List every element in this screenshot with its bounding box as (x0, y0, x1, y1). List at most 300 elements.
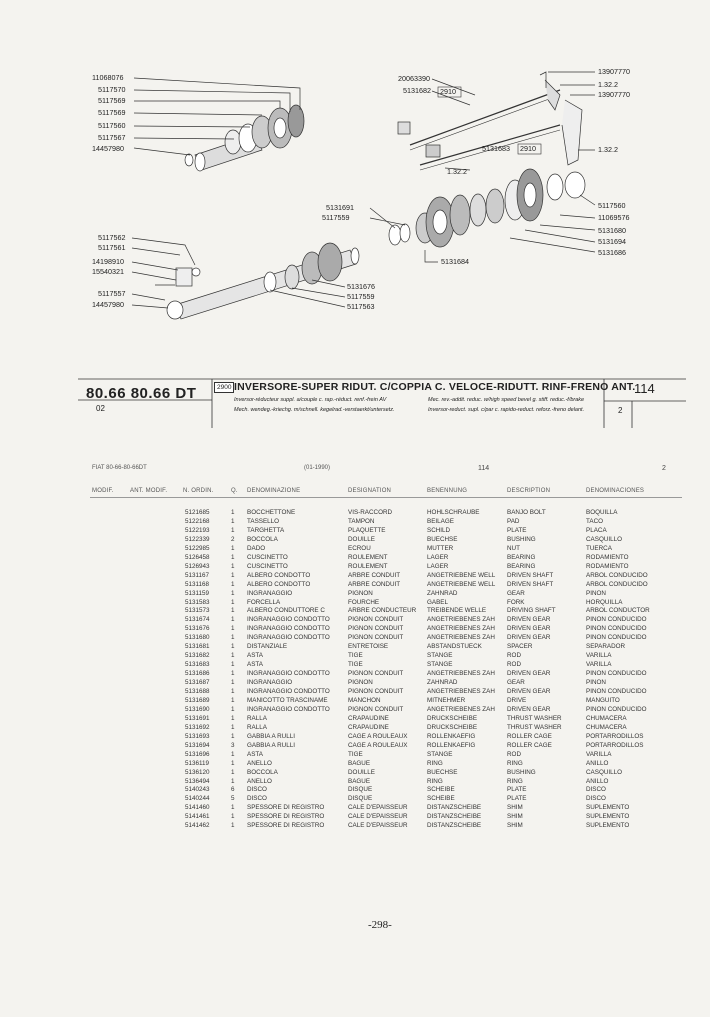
desc-english: SHIM (507, 822, 523, 830)
table-row (0, 634, 710, 643)
quantity: 1 (231, 616, 235, 624)
svg-text:1.32.2: 1.32.2 (598, 145, 618, 154)
table-row (0, 572, 710, 581)
quantity: 5 (231, 795, 235, 803)
svg-text:11069576: 11069576 (598, 213, 630, 222)
desc-german: ANGETRIEBENE WELL (427, 580, 496, 588)
table-row (0, 616, 710, 625)
svg-text:5117557: 5117557 (98, 289, 126, 298)
quantity: 1 (231, 517, 235, 525)
desc-spanish: SEPARADOR (586, 643, 626, 651)
desc-english: FORK (507, 598, 525, 606)
svg-text:5117560: 5117560 (98, 121, 126, 130)
quantity: 1 (231, 777, 235, 785)
desc-french: CRAPAUDINE (348, 714, 389, 722)
model-subtitle: 02 (96, 404, 105, 413)
part-number: 5131696 (185, 750, 210, 758)
desc-spanish: PINON CONDUCIDO (586, 634, 647, 642)
svg-text:5131683: 5131683 (482, 144, 510, 153)
desc-spanish: PINON CONDUCIDO (586, 670, 647, 678)
desc-french: ARBRE CONDUCTEUR (348, 607, 417, 615)
table-row (0, 751, 710, 760)
part-number: 5131686 (185, 670, 210, 678)
part-number: 5131168 (185, 580, 210, 588)
quantity: 2 (231, 535, 235, 543)
desc-german: ZAHNRAD (427, 589, 458, 597)
desc-french: PIGNON (348, 679, 373, 687)
desc-spanish: ANILLO (586, 759, 609, 767)
table-row (0, 590, 710, 599)
desc-italian: BOCCOLA (247, 768, 278, 776)
desc-italian: INGRANAGGIO CONDOTTO (247, 634, 330, 642)
svg-text:5117570: 5117570 (98, 85, 126, 94)
svg-text:5131676: 5131676 (347, 282, 375, 291)
desc-german: SCHEIBE (427, 786, 455, 794)
desc-french: ECROU (348, 544, 371, 552)
desc-german: ABSTANDSTUECK (427, 643, 482, 651)
table-page-sub: 2 (618, 406, 623, 415)
desc-italian: ASTA (247, 661, 263, 669)
quantity: 1 (231, 580, 235, 588)
desc-italian: ASTA (247, 652, 263, 660)
table-row (0, 769, 710, 778)
svg-text:13907770: 13907770 (598, 90, 630, 99)
desc-english: RING (507, 777, 523, 785)
desc-english: GEAR (507, 679, 525, 687)
svg-text:20063390: 20063390 (398, 74, 430, 83)
desc-italian: ANELLO (247, 759, 272, 767)
desc-french: BAGUE (348, 759, 371, 767)
col-es: DENOMINACIONES (586, 488, 645, 494)
quantity: 1 (231, 714, 235, 722)
col-qty: Q. (231, 488, 238, 494)
quantity: 1 (231, 822, 235, 830)
table-row (0, 697, 710, 706)
part-number: 5131690 (185, 705, 210, 713)
desc-german: RING (427, 759, 443, 767)
desc-english: ROD (507, 750, 521, 758)
desc-english: SHIM (507, 813, 523, 821)
desc-english: BUSHING (507, 535, 536, 543)
desc-german: ANGETRIEBENES ZAH (427, 625, 495, 633)
desc-german: LAGER (427, 562, 449, 570)
desc-italian: DISTANZIALE (247, 643, 288, 651)
quantity: 1 (231, 688, 235, 695)
group-title: INVERSORE-SUPER RIDUT. C/COPPIA C. VELOCE-RIDUTT. RINF-FRENO ANT. (234, 381, 636, 393)
desc-english: SPACER (507, 643, 533, 651)
col-en: DESCRIPTION (507, 488, 551, 494)
table-row (0, 536, 710, 545)
svg-text:5117559: 5117559 (347, 292, 375, 301)
quantity: 1 (231, 696, 235, 704)
table-row (0, 599, 710, 608)
desc-italian: TASSELLO (247, 517, 280, 525)
svg-text:5117569: 5117569 (98, 108, 126, 117)
desc-french: CALE D'EPAISSEUR (348, 804, 408, 812)
desc-english: DRIVEN SHAFT (507, 580, 554, 588)
part-number: 5131682 (185, 652, 210, 660)
desc-english: BEARING (507, 562, 536, 570)
desc-german: ROLLENKAEFIG (427, 741, 476, 749)
desc-spanish: VARILLA (586, 750, 612, 758)
desc-english: RING (507, 759, 523, 767)
desc-italian: INGRANAGGIO (247, 589, 293, 597)
quantity: 1 (231, 643, 235, 651)
desc-french: DOUILLE (348, 535, 375, 543)
desc-german: ANGETRIEBENES ZAH (427, 705, 495, 713)
table-row (0, 563, 710, 572)
desc-spanish: SUPLEMENTO (586, 822, 630, 830)
desc-german: ANGETRIEBENES ZAH (427, 688, 495, 695)
quantity: 1 (231, 598, 235, 606)
desc-spanish: CASQUILLO (586, 535, 623, 543)
desc-english: BANJO BOLT (507, 509, 546, 516)
part-number: 5122339 (185, 535, 210, 543)
svg-text:5117561: 5117561 (98, 243, 126, 252)
col-ant-modif: ANT. MODIF. (130, 488, 168, 494)
quantity: 1 (231, 705, 235, 713)
part-number: 5140243 (185, 786, 210, 794)
desc-french: ARBRE CONDUIT (348, 571, 401, 579)
desc-spanish: TUERCA (586, 544, 612, 552)
desc-english: PLATE (507, 526, 527, 534)
svg-text:13907770: 13907770 (598, 67, 630, 76)
part-number: 5131689 (185, 696, 210, 704)
part-number: 5131687 (185, 679, 210, 687)
list-sheet-number: 2 (662, 465, 666, 472)
desc-english: DRIVING SHAFT (507, 607, 556, 615)
part-number: 5131167 (185, 571, 210, 579)
desc-english: DRIVEN GEAR (507, 616, 551, 624)
part-number: 5141460 (185, 804, 210, 812)
part-number: 5122193 (185, 526, 210, 534)
desc-italian: DISCO (247, 786, 267, 794)
desc-german: SCHEIBE (427, 795, 455, 803)
table-row (0, 822, 710, 831)
table-row (0, 652, 710, 661)
desc-german: ANGETRIEBENES ZAH (427, 616, 495, 624)
desc-italian: DISCO (247, 795, 267, 803)
desc-french: PLAQUETTE (348, 526, 386, 534)
desc-italian: SPESSORE DI REGISTRO (247, 813, 325, 821)
title-german: Mech. wendeg.-kriechg. m/schnell. kegelrad.-verstaerkt/untersetz. (234, 407, 395, 413)
desc-italian: BOCCHETTONE (247, 509, 296, 516)
part-number: 5122168 (185, 517, 210, 525)
desc-spanish: HORQUILLA (586, 598, 623, 606)
svg-text:11068076: 11068076 (92, 73, 124, 82)
desc-german: DRUCKSCHEIBE (427, 714, 478, 722)
part-number: 5131674 (185, 616, 210, 624)
svg-text:5117569: 5117569 (98, 96, 126, 105)
desc-spanish: BOQUILLA (586, 509, 618, 516)
desc-italian: ALBERO CONDOTTO (247, 571, 311, 579)
table-row (0, 778, 710, 787)
part-number: 5131692 (185, 723, 210, 731)
col-fr: DESIGNATION (348, 488, 392, 494)
svg-text:1.32.2: 1.32.2 (598, 80, 618, 89)
desc-english: DRIVEN GEAR (507, 634, 551, 642)
desc-spanish: CHUMACERA (586, 714, 627, 722)
svg-text:2910: 2910 (440, 87, 456, 96)
svg-text:15540321: 15540321 (92, 267, 124, 276)
desc-italian: INGRANAGGIO CONDOTTO (247, 670, 330, 678)
desc-german: HOHLSCHRAUBE (427, 509, 480, 516)
model-title: 80.66 80.66 DT (86, 385, 197, 402)
table-row (0, 625, 710, 634)
header-divider (90, 497, 682, 498)
part-number: 5141461 (185, 813, 210, 821)
desc-german: MITNEHMER (427, 696, 466, 704)
desc-french: TIGE (348, 661, 363, 669)
desc-italian: ASTA (247, 750, 263, 758)
desc-french: CRAPAUDINE (348, 723, 389, 731)
part-number: 5136120 (185, 768, 210, 776)
desc-spanish: PINON (586, 589, 606, 597)
desc-french: PIGNON CONDUIT (348, 616, 404, 624)
desc-french: ROULEMENT (348, 553, 388, 561)
desc-english: DRIVEN GEAR (507, 670, 551, 678)
desc-italian: MANICOTTO TRASCINAME (247, 696, 328, 704)
list-date: (01-1990) (304, 465, 331, 471)
desc-french: TIGE (348, 652, 363, 660)
quantity: 1 (231, 562, 235, 570)
quantity: 1 (231, 571, 235, 579)
quantity: 1 (231, 759, 235, 767)
desc-spanish: PORTARRODILLOS (586, 741, 644, 749)
quantity: 1 (231, 768, 235, 776)
desc-french: CALE D'EPAISSEUR (348, 822, 408, 830)
svg-text:5131680: 5131680 (598, 226, 626, 235)
col-de: BENENNUNG (427, 488, 468, 494)
desc-french: PIGNON CONDUIT (348, 705, 404, 713)
desc-italian: ALBERO CONDUTTORE C (247, 607, 325, 615)
desc-german: DISTANZSCHEIBE (427, 822, 482, 830)
desc-english: PLATE (507, 795, 527, 803)
desc-german: ANGETRIEBENES ZAH (427, 634, 495, 642)
part-number: 5131691 (185, 714, 210, 722)
desc-spanish: DISCO (586, 795, 606, 803)
desc-french: DISQUE (348, 795, 373, 803)
svg-text:5117567: 5117567 (98, 133, 126, 142)
table-row (0, 804, 710, 813)
desc-italian: DADO (247, 544, 266, 552)
desc-english: PAD (507, 517, 520, 525)
table-row (0, 607, 710, 616)
desc-spanish: CHUMACERA (586, 723, 627, 731)
desc-italian: GABBIA A RULLI (247, 732, 295, 740)
svg-text:2910: 2910 (520, 144, 536, 153)
page-number: -298- (368, 919, 392, 931)
desc-german: ZAHNRAD (427, 679, 458, 687)
desc-spanish: TACO (586, 517, 604, 525)
desc-french: FOURCHE (348, 598, 380, 606)
quantity: 3 (231, 741, 235, 749)
exploded-parts-diagram (0, 0, 710, 370)
desc-italian: RALLA (247, 723, 267, 731)
desc-german: LAGER (427, 553, 449, 561)
desc-french: TAMPON (348, 517, 375, 525)
svg-text:14198910: 14198910 (92, 257, 124, 266)
list-table-number: 114 (478, 465, 490, 472)
desc-spanish: PINON (586, 679, 606, 687)
desc-italian: TARGHETTA (247, 526, 285, 534)
desc-english: DRIVEN GEAR (507, 688, 551, 695)
desc-german: TREIBENDE WELLE (427, 607, 487, 615)
desc-german: ROLLENKAEFIG (427, 732, 476, 740)
quantity: 1 (231, 750, 235, 758)
quantity: 1 (231, 526, 235, 534)
svg-text:5131686: 5131686 (598, 248, 626, 257)
desc-italian: SPESSORE DI REGISTRO (247, 804, 325, 812)
title-spanish: Inversor-reduct. supl. c/par c. rapido-reduct. reforz.-freno delant. (428, 407, 585, 413)
quantity: 1 (231, 732, 235, 740)
table-row (0, 688, 710, 697)
col-ordin: N. ORDIN. (183, 488, 214, 494)
quantity: 1 (231, 679, 235, 687)
desc-german: GABEL (427, 598, 448, 606)
part-number: 5131688 (185, 688, 210, 695)
part-number: 5131681 (185, 643, 210, 651)
table-row (0, 813, 710, 822)
desc-english: DRIVE (507, 696, 527, 704)
svg-text:14457980: 14457980 (92, 144, 124, 153)
col-it: DENOMINAZIONE (247, 488, 301, 494)
desc-german: STANGE (427, 661, 453, 669)
desc-spanish: ANILLO (586, 777, 609, 785)
quantity: 1 (231, 661, 235, 669)
desc-spanish: PLACA (586, 526, 607, 534)
desc-spanish: MANGUITO (586, 696, 620, 704)
quantity: 6 (231, 786, 235, 794)
desc-spanish: ARBOL CONDUCIDO (586, 580, 648, 588)
table-row (0, 706, 710, 715)
desc-italian: BOCCOLA (247, 535, 278, 543)
part-number: 5131680 (185, 634, 210, 642)
part-number: 5140244 (185, 795, 210, 803)
desc-german: DISTANZSCHEIBE (427, 804, 482, 812)
svg-text:5131684: 5131684 (441, 257, 469, 266)
desc-german: STANGE (427, 750, 453, 758)
desc-english: BEARING (507, 553, 536, 561)
table-row (0, 518, 710, 527)
svg-text:5117562: 5117562 (98, 233, 126, 242)
desc-french: TIGE (348, 750, 363, 758)
desc-german: DRUCKSCHEIBE (427, 723, 478, 731)
svg-text:5117563: 5117563 (347, 302, 375, 311)
desc-italian: ANELLO (247, 777, 272, 785)
desc-english: DRIVEN SHAFT (507, 571, 554, 579)
table-row (0, 724, 710, 733)
part-number: 5131159 (185, 589, 210, 597)
desc-spanish: CASQUILLO (586, 768, 623, 776)
desc-french: PIGNON CONDUIT (348, 670, 404, 678)
desc-spanish: SUPLEMENTO (586, 804, 630, 812)
desc-german: BUECHSE (427, 535, 458, 543)
table-row (0, 670, 710, 679)
quantity: 1 (231, 607, 235, 615)
desc-german: STANGE (427, 652, 453, 660)
desc-french: ENTRETOISE (348, 643, 389, 651)
desc-english: NUT (507, 544, 520, 552)
table-row (0, 715, 710, 724)
desc-italian: SPESSORE DI REGISTRO (247, 822, 325, 830)
desc-french: CALE D'EPAISSEUR (348, 813, 408, 821)
quantity: 1 (231, 625, 235, 633)
part-number: 5121685 (185, 509, 210, 516)
part-number: 5131676 (185, 625, 210, 633)
table-row (0, 733, 710, 742)
desc-french: PIGNON CONDUIT (348, 625, 404, 633)
desc-english: GEAR (507, 589, 525, 597)
desc-german: ANGETRIEBENES ZAH (427, 670, 495, 678)
desc-spanish: PINON CONDUCIDO (586, 688, 647, 695)
desc-german: SCHILD (427, 526, 451, 534)
desc-italian: CUSCINETTO (247, 562, 288, 570)
table-row (0, 581, 710, 590)
desc-spanish: PORTARRODILLOS (586, 732, 644, 740)
desc-italian: GABBIA A RULLI (247, 741, 295, 749)
quantity: 1 (231, 804, 235, 812)
desc-german: DISTANZSCHEIBE (427, 813, 482, 821)
part-number: 5126458 (185, 553, 210, 561)
desc-italian: INGRANAGGIO CONDOTTO (247, 625, 330, 633)
table-row (0, 527, 710, 536)
part-number: 5136119 (185, 759, 210, 767)
desc-italian: INGRANAGGIO CONDOTTO (247, 688, 330, 695)
desc-italian: ALBERO CONDOTTO (247, 580, 311, 588)
desc-english: SHIM (507, 804, 523, 812)
table-page: 114 (634, 381, 655, 396)
desc-english: THRUST WASHER (507, 723, 562, 731)
desc-spanish: ARBOL CONDUCTOR (586, 607, 650, 615)
desc-french: ROULEMENT (348, 562, 388, 570)
desc-italian: INGRANAGGIO CONDOTTO (247, 705, 330, 713)
desc-spanish: RODAMIENTO (586, 553, 629, 561)
desc-english: DRIVEN GEAR (507, 625, 551, 633)
group-code: 2900 (214, 382, 234, 393)
desc-spanish: VARILLA (586, 652, 612, 660)
desc-french: VIS-RACCORD (348, 509, 393, 516)
desc-french: DOUILLE (348, 768, 375, 776)
quantity: 1 (231, 634, 235, 642)
desc-german: ANGETRIEBENE WELL (427, 571, 496, 579)
desc-spanish: SUPLEMENTO (586, 813, 630, 821)
table-row (0, 643, 710, 652)
svg-text:5131691: 5131691 (326, 203, 354, 212)
desc-english: DRIVEN GEAR (507, 705, 551, 713)
quantity: 1 (231, 589, 235, 597)
desc-spanish: DISCO (586, 786, 606, 794)
part-number: 5141462 (185, 822, 210, 830)
desc-french: CAGE A ROULEAUX (348, 741, 408, 749)
svg-text:5131694: 5131694 (598, 237, 626, 246)
part-number: 5131683 (185, 661, 210, 669)
desc-english: THRUST WASHER (507, 714, 562, 722)
svg-text:5131682: 5131682 (403, 86, 431, 95)
quantity: 1 (231, 652, 235, 660)
desc-german: BUECHSE (427, 768, 458, 776)
title-french: Inversor-réducteur suppl. a/couple c. rap.-réduct. renf.-frein AV (234, 397, 387, 403)
desc-french: BAGUE (348, 777, 371, 785)
desc-spanish: PINON CONDUCIDO (586, 625, 647, 633)
desc-english: ROLLER CAGE (507, 741, 552, 749)
part-number: 5131573 (185, 607, 210, 615)
list-model-label: FIAT 80-66-80-66DT (92, 465, 147, 471)
svg-text:1.32.2: 1.32.2 (447, 167, 467, 176)
desc-spanish: PINON CONDUCIDO (586, 705, 647, 713)
desc-italian: RALLA (247, 714, 267, 722)
desc-english: ROD (507, 652, 521, 660)
